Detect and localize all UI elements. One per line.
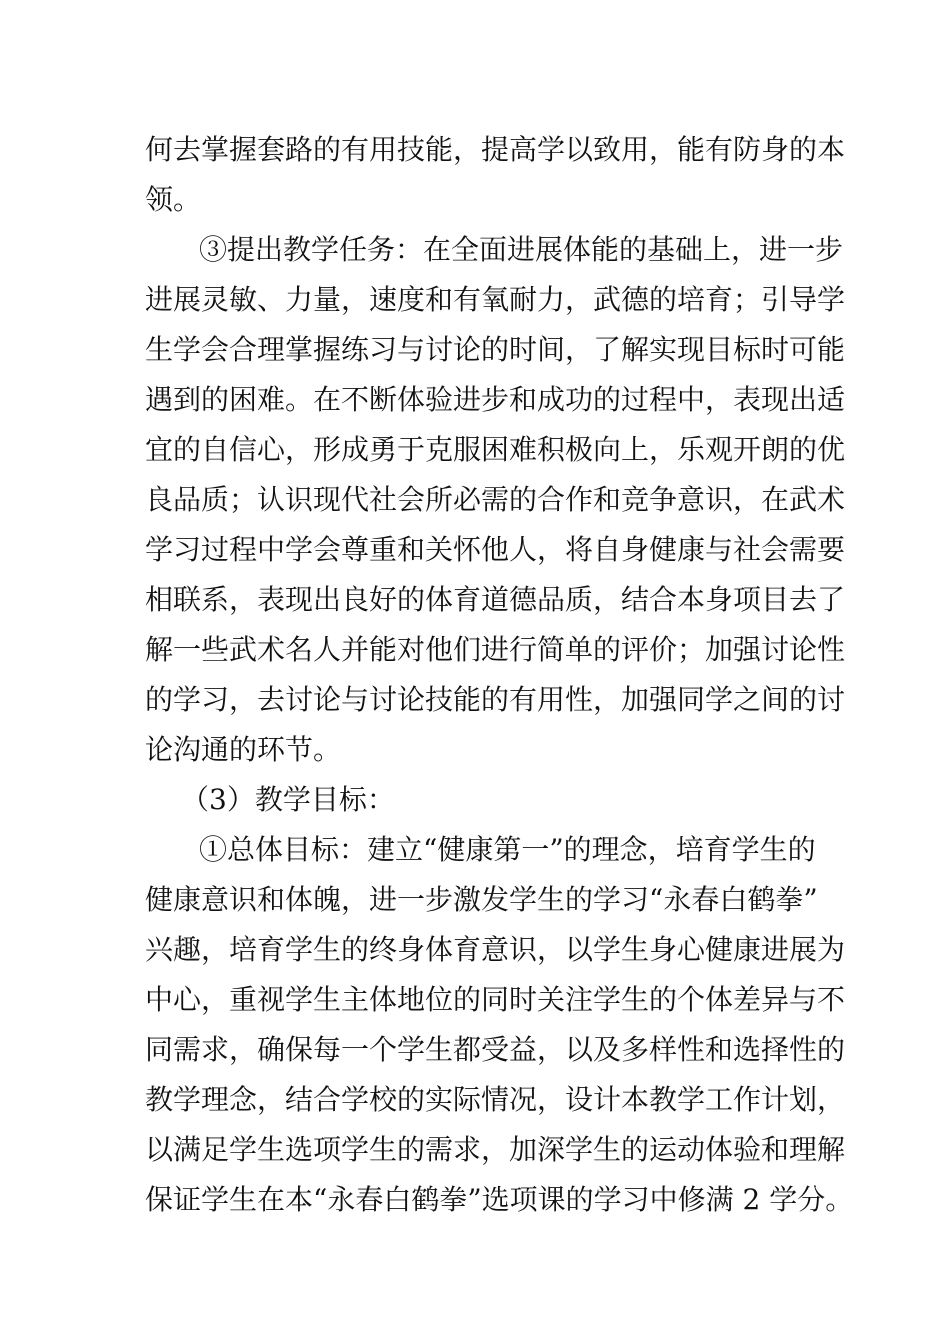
text-line: 论沟通的环节。: [145, 733, 342, 766]
text-line: 领。: [145, 183, 202, 216]
text-line: ①总体目标：建立“健康第一”的理念，培育学生的: [199, 833, 816, 866]
text-line: 宜的自信心，形成勇于克服困难积极向上，乐观开朗的优: [145, 433, 846, 466]
text-line: 遇到的困难。在不断体验进步和成功的过程中，表现出适: [145, 383, 846, 416]
text-line: 同需求，确保每一个学生都受益，以及多样性和选择性的: [145, 1033, 846, 1066]
text-line: 保证学生在本“永春白鹤拳”选项课的学习中修满 2 学分。: [145, 1183, 854, 1216]
text-line: 进展灵敏、力量，速度和有氧耐力，武德的培育；引导学: [145, 283, 846, 316]
document-body: [145, 125, 854, 1225]
text-line: 解一些武术名人并能对他们进行简单的评价；加强讨论性: [145, 633, 846, 666]
text-line: 健康意识和体魄，进一步激发学生的学习“永春白鹤拳”: [145, 883, 818, 916]
text-line: 何去掌握套路的有用技能，提高学以致用，能有防身的本: [145, 133, 846, 166]
section-heading: （3）教学目标：: [181, 783, 395, 816]
text-line: 教学理念，结合学校的实际情况，设计本教学工作计划，: [145, 1083, 846, 1116]
text-line: 相联系，表现出良好的体育道德品质，结合本身项目去了: [145, 583, 846, 616]
text-line: 的学习，去讨论与讨论技能的有用性，加强同学之间的讨: [145, 683, 846, 716]
text-line: 兴趣，培育学生的终身体育意识，以学生身心健康进展为: [145, 933, 846, 966]
text-line: 生学会合理掌握练习与讨论的时间，了解实现目标时可能: [145, 333, 846, 366]
text-line: 学习过程中学会尊重和关怀他人，将自身健康与社会需要: [145, 533, 846, 566]
text-line: 中心，重视学生主体地位的同时关注学生的个体差异与不: [145, 983, 846, 1016]
text-line: ③提出教学任务：在全面进展体能的基础上，进一步: [199, 233, 844, 266]
text-line: 良品质；认识现代社会所必需的合作和竞争意识，在武术: [145, 483, 846, 516]
text-line: 以满足学生选项学生的需求，加深学生的运动体验和理解: [145, 1133, 846, 1166]
